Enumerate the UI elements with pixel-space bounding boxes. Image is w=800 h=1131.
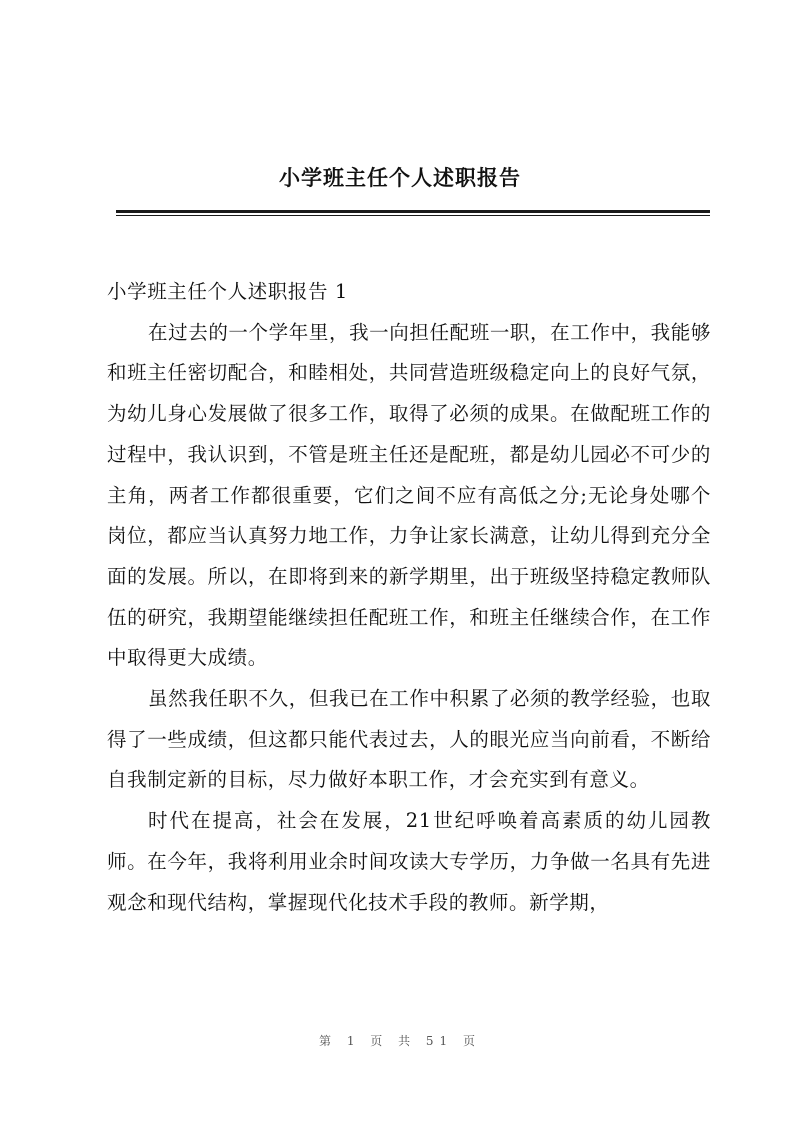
title-divider-thick bbox=[116, 210, 710, 213]
page-footer: 第 1 页 共 51 页 bbox=[319, 1034, 481, 1048]
title-divider-thin bbox=[116, 215, 710, 216]
section-heading: 小学班主任个人述职报告 1 bbox=[107, 280, 348, 303]
document-body bbox=[107, 272, 711, 923]
document-title: 小学班主任个人述职报告 bbox=[279, 165, 521, 190]
paragraph-2: 虽然我任职不久，但我已在工作中积累了必须的教学经验，也取得了一些成绩，但这都只能代表过去，人的眼光应当向前看，不断给自我制定新的目标，尽力做好本职工作，才会充实到有意义。 bbox=[107, 687, 711, 792]
paragraph-1: 在过去的一个学年里，我一向担任配班一职，在工作中，我能够和班主任密切配合，和睦相处，共同营造班级稳定向上的良好气氛，为幼儿身心发展做了很多工作，取得了必须的成果。在做配班工作的过程中，我认识到，不管是班主任还是配班，都是幼儿园必不可少的主角，两者工作都很重要，它们之间不应有高低之分;无论身处哪个岗位，都应当认真努力地工作，力争让家长满意，让幼儿得到充分全面的发展。所以，在即将到来的新学期里，出于班级坚持稳定教师队伍的研究，我期望能继续担任配班工作，和班主任继续合作，在工作中取得更大成绩。 bbox=[107, 320, 711, 670]
paragraph-3: 时代在提高，社会在发展，21世纪呼唤着高素质的幼儿园教师。在今年，我将利用业余时间攻读大专学历，力争做一名具有先进观念和现代结构，掌握现代化技术手段的教师。新学期， bbox=[107, 809, 711, 914]
